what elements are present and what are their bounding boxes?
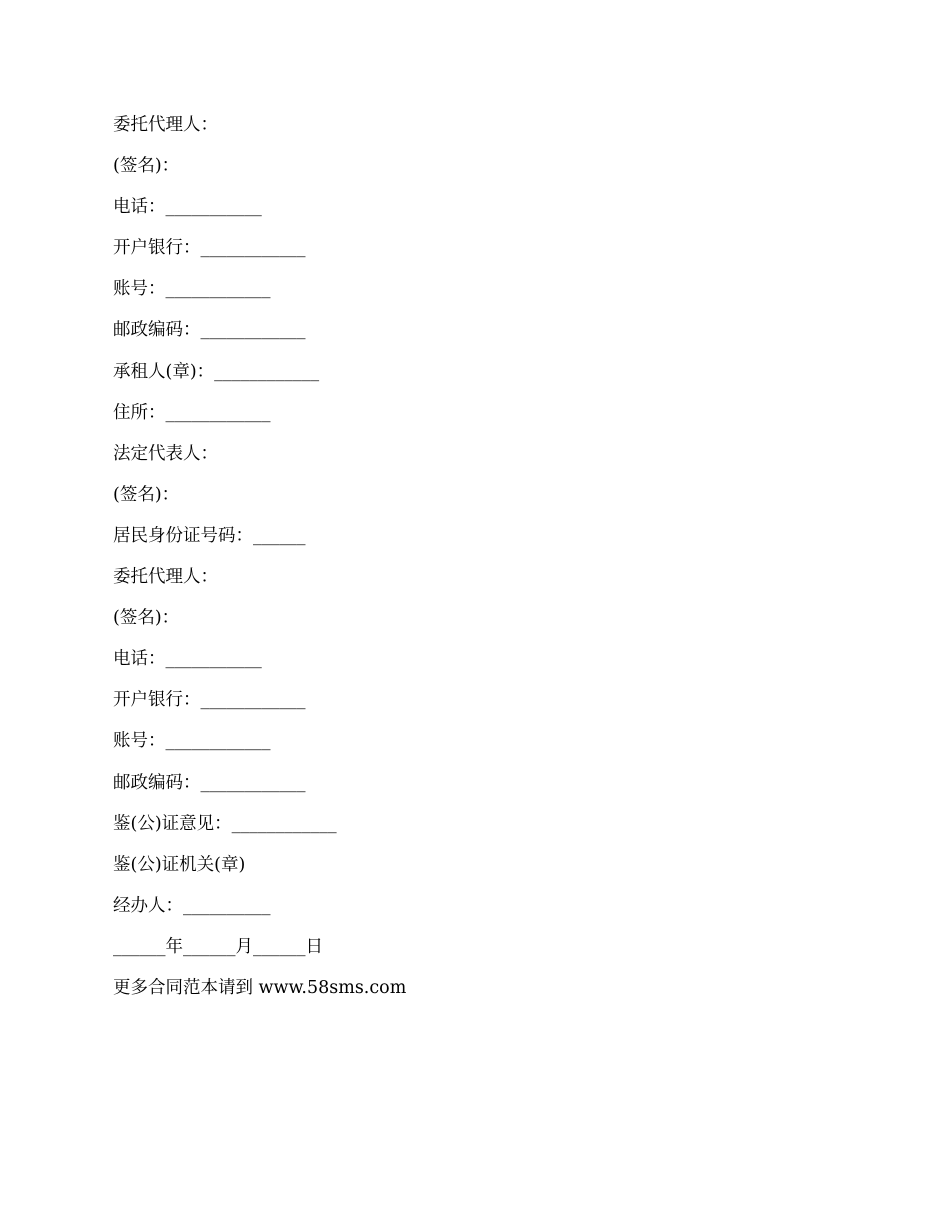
postal-code-field: 邮政编码：____________ — [113, 772, 306, 793]
notary-office-seal-label: 鉴(公)证机关(章) — [113, 854, 246, 875]
account-field: 账号：____________ — [113, 279, 271, 300]
phone-field: 电话：___________ — [113, 649, 262, 670]
bank-field: 开户银行：____________ — [113, 690, 306, 711]
handler-field: 经办人：__________ — [113, 895, 271, 916]
phone-field: 电话：___________ — [113, 197, 262, 218]
footer-link-text: 更多合同范本请到 www.58sms.com — [113, 977, 407, 998]
address-field: 住所：____________ — [113, 402, 271, 423]
legal-representative-label: 法定代表人： — [113, 443, 218, 464]
signature-label: (签名)： — [113, 484, 180, 505]
signature-label: (签名)： — [113, 156, 180, 177]
postal-code-field: 邮政编码：____________ — [113, 320, 306, 341]
bank-field: 开户银行：____________ — [113, 238, 306, 259]
notary-opinion-field: 鉴(公)证意见：____________ — [113, 813, 337, 834]
lessee-seal-field: 承租人(章)：____________ — [113, 361, 320, 382]
contract-signature-block — [113, 112, 833, 1016]
account-field: 账号：____________ — [113, 731, 271, 752]
id-number-field: 居民身份证号码：______ — [113, 525, 306, 546]
agent-label: 委托代理人： — [113, 115, 218, 135]
agent-label: 委托代理人： — [113, 567, 218, 588]
signature-label: (签名)： — [113, 608, 180, 629]
date-field: ______年______月______日 — [113, 936, 323, 957]
